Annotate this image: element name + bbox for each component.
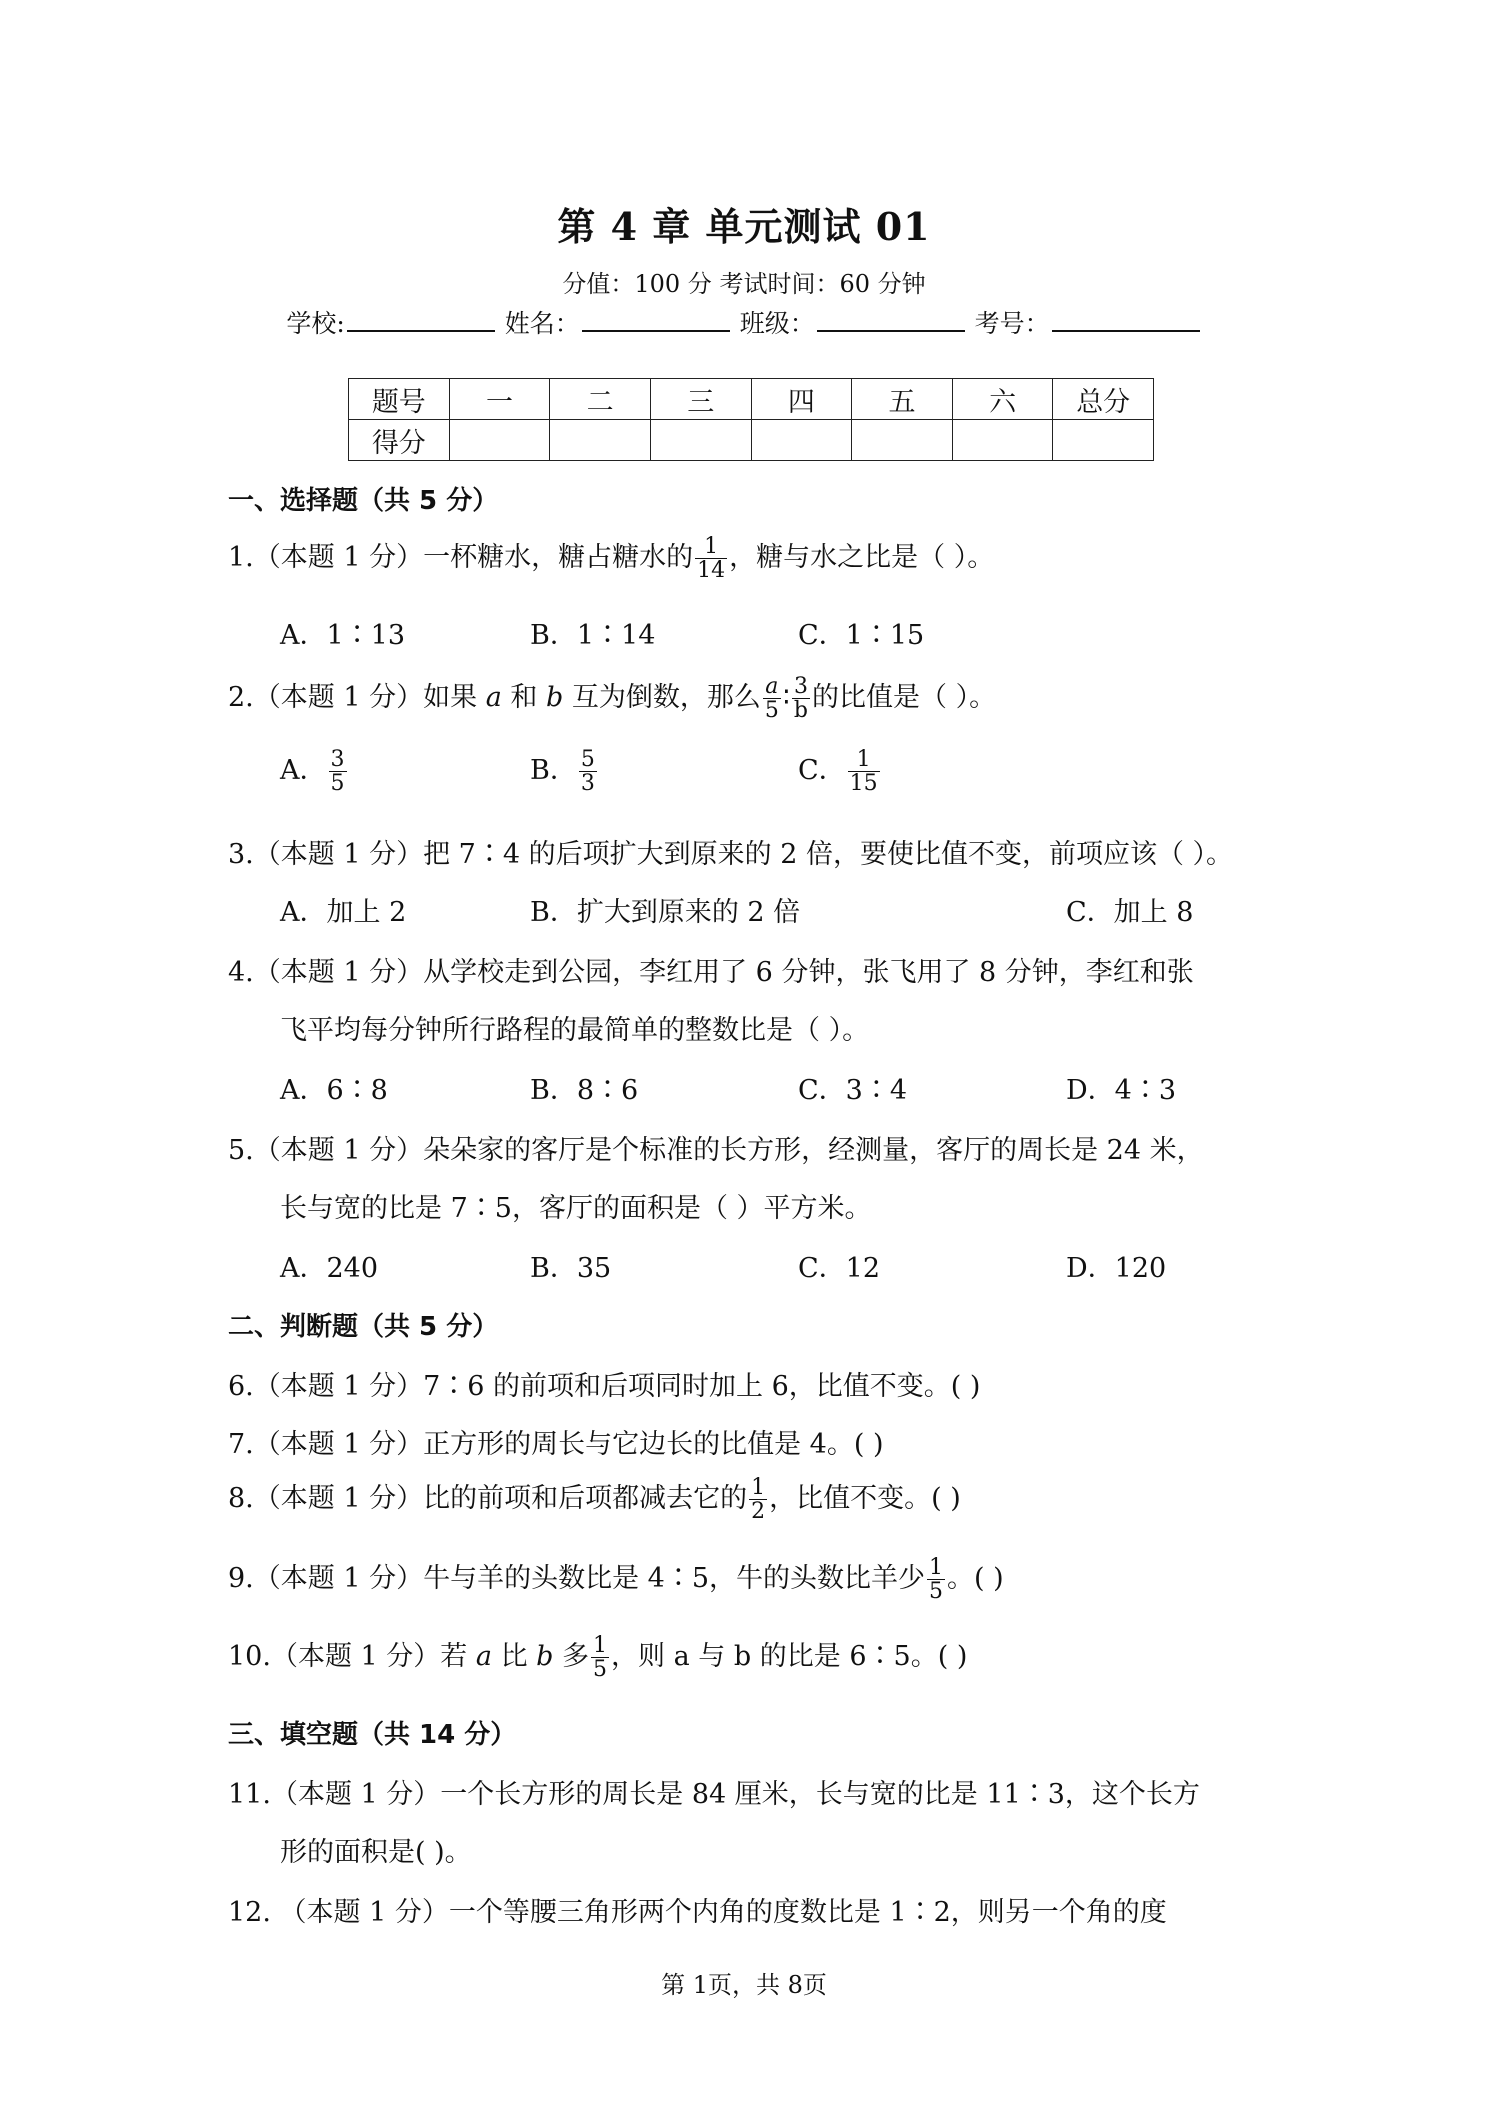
option-a[interactable]: A．1∶13 xyxy=(280,620,406,651)
option-a[interactable]: A．6∶8 xyxy=(280,1075,388,1106)
student-fields xyxy=(0,304,1488,340)
option-c[interactable]: C．加上 8 xyxy=(1066,897,1194,928)
question-text: 的比值是（ ）。 xyxy=(811,682,997,714)
denominator: 3 xyxy=(580,771,595,797)
score-input-cell[interactable] xyxy=(852,420,953,461)
number-label: 考号： xyxy=(974,309,1050,338)
class-blank[interactable] xyxy=(817,306,965,332)
question-3: 3.（本题 1 分）把 7∶4 的后项扩大到原来的 2 倍，要使比值不变，前项应该（ ）。 xyxy=(228,839,1234,870)
numerator: a xyxy=(763,675,781,699)
option-a[interactable] xyxy=(280,748,349,795)
option-c[interactable] xyxy=(798,748,882,795)
score-input-cell[interactable] xyxy=(650,420,751,461)
section-heading: 一、选择题（共 5 分） xyxy=(228,486,499,516)
fraction xyxy=(848,748,880,795)
question-9 xyxy=(228,1556,1004,1603)
question-text: 。( ) xyxy=(947,1563,1004,1595)
question-7: 7.（本题 1 分）正方形的周长与它边长的比值是 4。( ) xyxy=(228,1429,884,1460)
question-text: 1.（本题 1 分）一杯糖水，糖占糖水的 xyxy=(228,542,694,574)
score-cell: 五 xyxy=(852,379,953,420)
question-12-line-1: 12. （本题 1 分）一个等腰三角形两个内角的度数比是 1∶2，则另一个角的度 xyxy=(228,1897,1167,1928)
score-table xyxy=(348,378,1154,461)
question-6: 6.（本题 1 分）7∶6 的前项和后项同时加上 6，比值不变。( ) xyxy=(228,1371,981,1402)
page-title: 第 4 章 单元测试 01 xyxy=(557,204,931,249)
score-input-cell[interactable] xyxy=(751,420,852,461)
question-text: 和 xyxy=(501,682,546,714)
question-text: 9.（本题 1 分）牛与羊的头数比是 4∶5，牛的头数比羊少 xyxy=(228,1563,926,1595)
option-b[interactable] xyxy=(530,748,599,795)
option-label: B． xyxy=(530,755,577,787)
denominator: 5 xyxy=(330,771,345,797)
fraction xyxy=(695,535,727,582)
denominator: 15 xyxy=(849,771,878,797)
fraction xyxy=(763,675,781,722)
numerator: 3 xyxy=(330,747,345,772)
fraction xyxy=(579,748,597,795)
question-text: ，糖与水之比是（ ）。 xyxy=(729,542,995,574)
option-label: C． xyxy=(798,755,846,787)
numerator: 5 xyxy=(580,747,595,772)
score-input-cell[interactable] xyxy=(449,420,550,461)
score-input-cell[interactable] xyxy=(1053,420,1154,461)
option-label: A． xyxy=(280,755,327,787)
section-heading: 三、填空题（共 14 分） xyxy=(228,1720,517,1750)
denominator: b xyxy=(793,698,808,724)
numerator: 1 xyxy=(848,748,880,772)
denominator: 5 xyxy=(929,1579,944,1605)
question-text: 互为倒数，那么 xyxy=(563,682,761,714)
question-text: ，则 a 与 b 的比是 6∶5。( ) xyxy=(611,1641,968,1673)
option-c[interactable]: C．12 xyxy=(798,1253,881,1284)
score-cell: 六 xyxy=(952,379,1053,420)
score-input-cell[interactable] xyxy=(550,420,651,461)
variable-b: b xyxy=(536,1641,554,1673)
question-text: ，比值不变。( ) xyxy=(769,1483,961,1515)
score-input-cell[interactable] xyxy=(952,420,1053,461)
score-cell: 二 xyxy=(550,379,651,420)
numerator: 3 xyxy=(792,675,810,699)
numerator: 1 xyxy=(751,1475,766,1500)
option-c[interactable]: C．3∶4 xyxy=(798,1075,908,1106)
denominator: 14 xyxy=(697,558,726,584)
score-cell: 题号 xyxy=(349,379,450,420)
question-11-line-2: 形的面积是( )。 xyxy=(280,1837,472,1868)
option-c[interactable]: C．1∶15 xyxy=(798,620,925,651)
variable-b: b xyxy=(545,682,564,714)
variable-a: a xyxy=(485,682,502,714)
question-text: 比 xyxy=(491,1641,537,1673)
school-label: 学校: xyxy=(286,309,345,338)
question-text: 2.（本题 1 分）如果 xyxy=(228,682,486,714)
denominator: 2 xyxy=(751,1499,766,1525)
section-heading: 二、判断题（共 5 分） xyxy=(228,1312,499,1342)
fraction xyxy=(927,1556,945,1603)
numerator: 1 xyxy=(929,1555,944,1580)
option-b[interactable]: B．35 xyxy=(530,1253,612,1284)
name-label: 姓名： xyxy=(504,309,580,338)
question-8 xyxy=(228,1476,961,1523)
question-5-line-2: 长与宽的比是 7∶5，客厅的面积是（ ）平方米。 xyxy=(280,1193,872,1224)
question-5-line-1: 5.（本题 1 分）朵朵家的客厅是个标准的长方形，经测量，客厅的周长是 24 米， xyxy=(228,1135,1204,1166)
option-a[interactable]: A．240 xyxy=(280,1253,379,1284)
number-blank[interactable] xyxy=(1052,306,1200,332)
score-cell: 总分 xyxy=(1053,379,1154,420)
fraction xyxy=(591,1634,609,1681)
option-b[interactable]: B．8∶6 xyxy=(530,1075,639,1106)
variable-a: a xyxy=(475,1641,492,1673)
option-d[interactable]: D．4∶3 xyxy=(1066,1075,1177,1106)
option-d[interactable]: D．120 xyxy=(1066,1253,1167,1284)
question-10 xyxy=(228,1634,967,1681)
fraction xyxy=(749,1476,767,1523)
score-cell: 得分 xyxy=(349,420,450,461)
score-table-score-row xyxy=(349,420,1154,461)
score-cell: 一 xyxy=(449,379,550,420)
question-text: 多 xyxy=(553,1641,590,1673)
class-label: 班级： xyxy=(739,309,815,338)
page-footer: 第 1页，共 8页 xyxy=(661,1971,827,1999)
fraction xyxy=(329,748,347,795)
question-1 xyxy=(228,535,994,582)
score-table-header-row xyxy=(349,379,1154,420)
question-text: 8.（本题 1 分）比的前项和后项都减去它的 xyxy=(228,1483,748,1515)
name-blank[interactable] xyxy=(582,306,730,332)
question-4-line-1: 4.（本题 1 分）从学校走到公园，李红用了 6 分钟，张飞用了 8 分钟，李红和张 xyxy=(228,957,1194,988)
colon: ∶ xyxy=(782,682,790,714)
question-4-line-2: 飞平均每分钟所行路程的最简单的整数比是（ ）。 xyxy=(280,1015,870,1046)
question-2 xyxy=(228,675,996,722)
option-a[interactable]: A．加上 2 xyxy=(280,897,407,928)
exam-info: 分值：100 分 考试时间：60 分钟 xyxy=(562,270,926,298)
option-b[interactable]: B．1∶14 xyxy=(530,620,656,651)
numerator: 1 xyxy=(695,535,727,559)
question-11-line-1: 11.（本题 1 分）一个长方形的周长是 84 厘米，长与宽的比是 11∶3，这个长方 xyxy=(228,1779,1200,1810)
score-cell: 四 xyxy=(751,379,852,420)
school-blank[interactable] xyxy=(347,306,495,332)
denominator: 5 xyxy=(593,1657,608,1683)
fraction xyxy=(792,675,810,722)
denominator: 5 xyxy=(764,698,779,724)
score-cell: 三 xyxy=(650,379,751,420)
question-text: 10.（本题 1 分）若 xyxy=(228,1641,476,1673)
option-b[interactable]: B．扩大到原来的 2 倍 xyxy=(530,897,801,928)
numerator: 1 xyxy=(593,1633,608,1658)
